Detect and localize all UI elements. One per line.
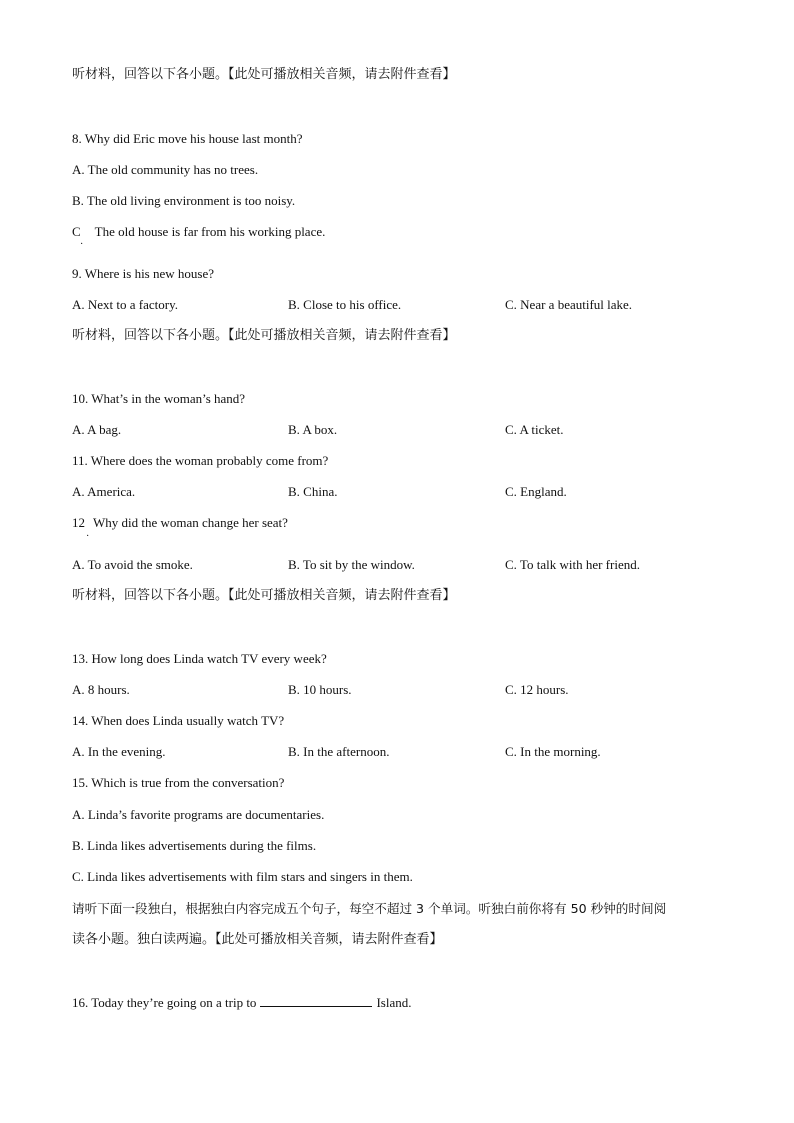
question-14-option-a: A. In the evening. xyxy=(72,744,166,759)
question-16-text-after: Island. xyxy=(376,995,412,1010)
stray-dot: · xyxy=(86,531,90,542)
question-12-option-c: C. To talk with her friend. xyxy=(505,557,640,572)
question-14-option-b: B. In the afternoon. xyxy=(288,744,390,759)
question-12-text: Why did the woman change her seat? xyxy=(93,515,288,530)
question-14-option-c: C. In the morning. xyxy=(505,744,601,759)
question-8-option-a: A. The old community has no trees. xyxy=(72,162,259,177)
question-8-stem: 8. Why did Eric move his house last month? xyxy=(72,131,303,146)
question-13-stem: 13. How long does Linda watch TV every week? xyxy=(72,651,327,666)
question-15-stem: 15. Which is true from the conversation? xyxy=(72,775,285,790)
question-16-text-before: 16. Today they’re going on a trip to xyxy=(72,995,257,1010)
listening-instruction-1: 听材料，回答以下各小题。【此处可播放相关音频，请去附件查看】 xyxy=(72,67,456,82)
question-10-stem: 10. What’s in the woman’s hand? xyxy=(72,391,246,406)
stray-dot: · xyxy=(80,239,84,250)
question-9-stem: 9. Where is his new house? xyxy=(72,266,215,281)
listening-instruction-3: 听材料，回答以下各小题。【此处可播放相关音频，请去附件查看】 xyxy=(72,588,456,603)
question-9-option-b: B. Close to his office. xyxy=(288,297,402,312)
question-10-option-a: A. A bag. xyxy=(72,422,122,437)
question-13-option-a: A. 8 hours. xyxy=(72,682,130,697)
question-8-option-b: B. The old living environment is too noisy. xyxy=(72,193,296,208)
option-c-text: The old house is far from his working place. xyxy=(94,224,326,239)
question-15-option-c: C. Linda likes advertisements with film stars and singers in them. xyxy=(72,869,413,884)
listening-instruction-2: 听材料，回答以下各小题。【此处可播放相关音频，请去附件查看】 xyxy=(72,328,456,343)
question-11-option-b: B. China. xyxy=(288,484,338,499)
answer-blank[interactable] xyxy=(260,994,372,1007)
question-10-option-b: B. A box. xyxy=(288,422,338,437)
question-14-stem: 14. When does Linda usually watch TV? xyxy=(72,713,285,728)
question-15-option-a: A. Linda’s favorite programs are documentaries. xyxy=(72,807,325,822)
question-11-option-a: A. America. xyxy=(72,484,136,499)
question-12-option-a: A. To avoid the smoke. xyxy=(72,557,193,572)
question-12-option-b: B. To sit by the window. xyxy=(288,557,415,572)
question-10-option-c: C. A ticket. xyxy=(505,422,564,437)
question-13-option-b: B. 10 hours. xyxy=(288,682,352,697)
question-16 xyxy=(72,994,411,1011)
question-13-option-c: C. 12 hours. xyxy=(505,682,569,697)
monologue-instruction-line-2: 读各小题。独白读两遍。【此处可播放相关音频，请去附件查看】 xyxy=(72,932,443,947)
question-12-number: 12 xyxy=(72,515,85,530)
question-11-stem: 11. Where does the woman probably come from? xyxy=(72,453,329,468)
monologue-instruction-line-1: 请听下面一段独白，根据独白内容完成五个句子，每空不超过 3 个单词。听独白前你将有 50 秒钟的时间阅 xyxy=(72,901,667,916)
question-11-option-c: C. England. xyxy=(505,484,567,499)
question-12-stem xyxy=(72,515,288,531)
option-c-letter: C xyxy=(72,224,81,239)
question-9-option-a: A. Next to a factory. xyxy=(72,297,179,312)
question-9-option-c: C. Near a beautiful lake. xyxy=(505,297,633,312)
question-15-option-b: B. Linda likes advertisements during the films. xyxy=(72,838,317,853)
question-8-option-c xyxy=(72,224,325,240)
